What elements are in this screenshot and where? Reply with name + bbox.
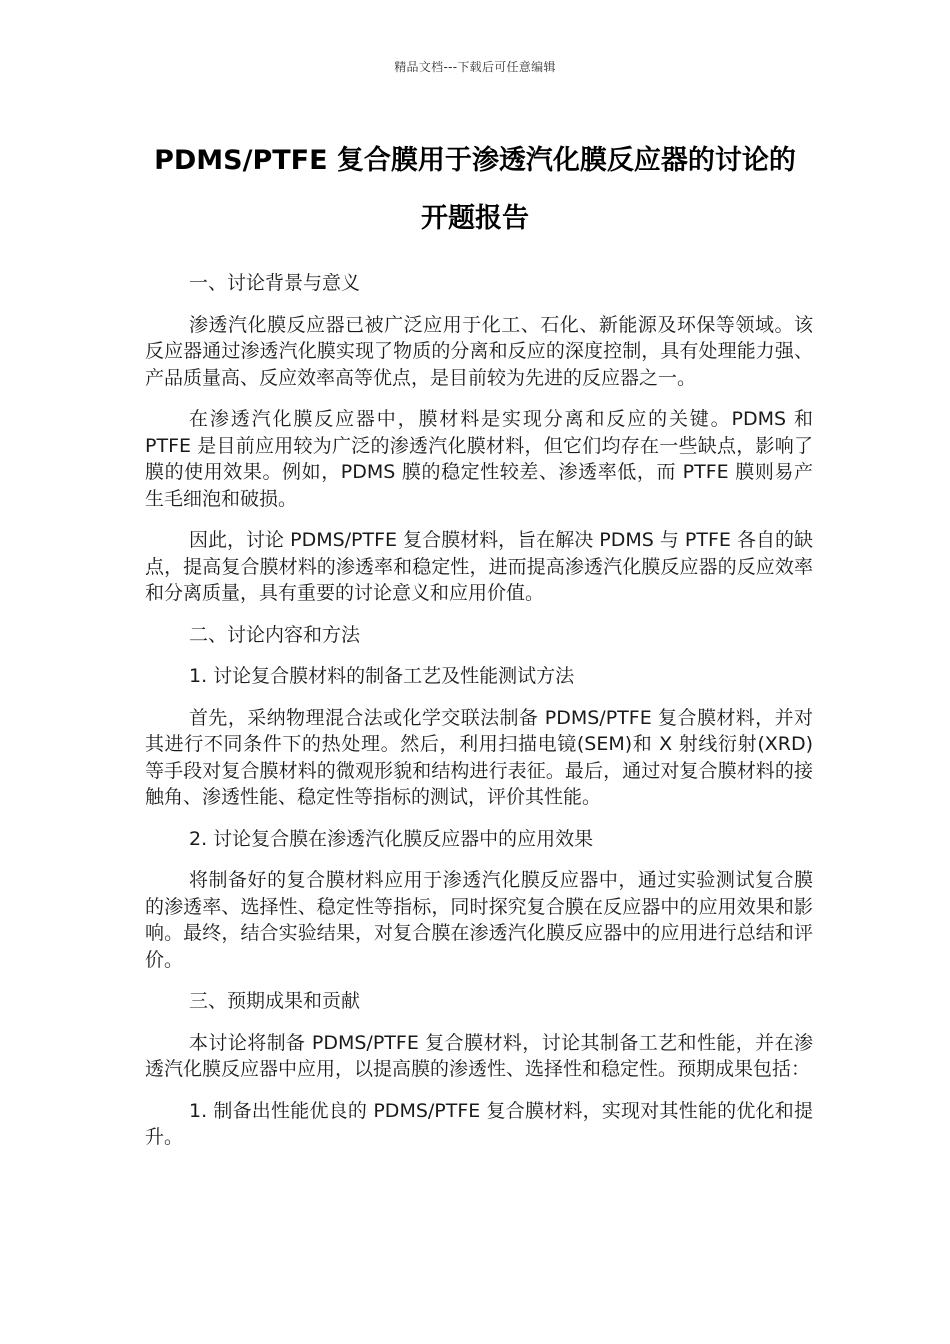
body-paragraph: 首先，采纳物理混合法或化学交联法制备 PDMS/PTFE 复合膜材料，并对其进行不同条件下的热处理。然后，利用扫描电镜(SEM)和 X 射线衍射(XRD)等手段对复合膜材料的微观形貌和结构进行表征。最后，通过对复合膜材料的接触角、渗透性能、稳定性等指标的测试，评价其性能。	[145, 706, 813, 808]
subsection-heading-1: 1. 讨论复合膜材料的制备工艺及性能测试方法	[189, 665, 575, 687]
body-paragraph: 本讨论将制备 PDMS/PTFE 复合膜材料，讨论其制备工艺和性能，并在渗透汽化膜反应器中应用，以提高膜的渗透性、选择性和稳定性。预期成果包括：	[145, 1031, 813, 1080]
body-paragraph: 将制备好的复合膜材料应用于渗透汽化膜反应器中，通过实验测试复合膜的渗透率、选择性、稳定性等指标，同时探究复合膜在反应器中的应用效果和影响。最终，结合实验结果，对复合膜在渗透汽化膜反应器中的应用进行总结和评价。	[145, 869, 813, 971]
section-heading-background: 一、讨论背景与意义	[189, 272, 361, 294]
body-paragraph: 渗透汽化膜反应器已被广泛应用于化工、石化、新能源及环保等领域。该反应器通过渗透汽化膜实现了物质的分离和反应的深度控制，具有处理能力强、产品质量高、反应效率高等优点，是目前较为先进的反应器之一。	[145, 313, 813, 389]
body-paragraph: 因此，讨论 PDMS/PTFE 复合膜材料，旨在解决 PDMS 与 PTFE 各自的缺点，提高复合膜材料的渗透率和稳定性，进而提高渗透汽化膜反应器的反应效率和分离质量，具有重要的讨论意义和应用价值。	[145, 529, 813, 604]
subsection-heading-2: 2. 讨论复合膜在渗透汽化膜反应器中的应用效果	[189, 827, 594, 850]
document-body	[145, 270, 813, 1166]
section-heading-outcomes: 三、预期成果和贡献	[189, 990, 361, 1012]
body-paragraph: 在渗透汽化膜反应器中，膜材料是实现分离和反应的关键。PDMS 和 PTFE 是目前应用较为广泛的渗透汽化膜材料，但它们均存在一些缺点，影响了膜的使用效果。例如，PDMS 膜的稳定性较差、渗透率低，而 PTFE 膜则易产生毛细泡和破损。	[145, 408, 813, 510]
header-note: 精品文档---下载后可任意编辑	[394, 60, 556, 74]
document-title	[120, 132, 830, 248]
title-line-1: PDMS/PTFE 复合膜用于渗透汽化膜反应器的讨论的	[154, 145, 796, 176]
title-line-2: 开题报告	[421, 203, 529, 234]
section-heading-content-methods: 二、讨论内容和方法	[189, 623, 361, 646]
list-item: 1. 制备出性能优良的 PDMS/PTFE 复合膜材料，实现对其性能的优化和提升。	[145, 1099, 813, 1148]
